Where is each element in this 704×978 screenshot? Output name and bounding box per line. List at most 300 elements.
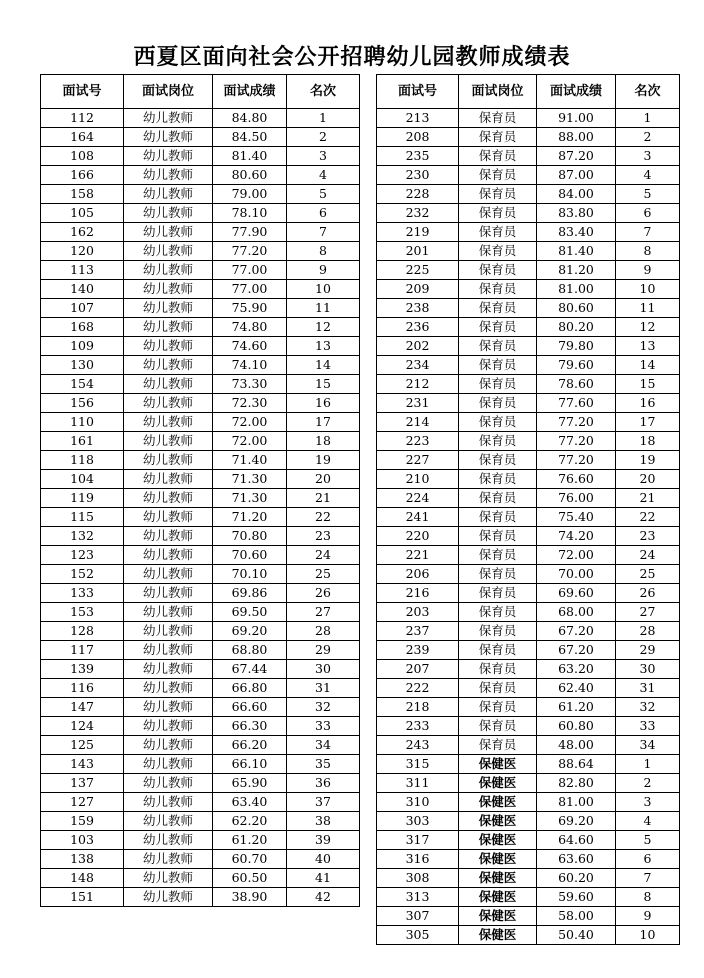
cell-position: 幼儿教师	[124, 736, 213, 755]
cell-score: 80.60	[213, 166, 287, 185]
cell-score: 68.80	[213, 641, 287, 660]
cell-position: 幼儿教师	[124, 375, 213, 394]
cell-position: 幼儿教师	[124, 356, 213, 375]
cell-rank: 19	[287, 451, 360, 470]
cell-position: 幼儿教师	[124, 413, 213, 432]
cell-score: 68.00	[537, 603, 616, 622]
cell-score: 84.00	[537, 185, 616, 204]
cell-score: 81.40	[213, 147, 287, 166]
cell-rank: 30	[616, 660, 680, 679]
cell-rank: 24	[287, 546, 360, 565]
cell-position: 幼儿教师	[124, 261, 213, 280]
cell-score: 71.30	[213, 489, 287, 508]
cell-rank: 26	[616, 584, 680, 603]
cell-position: 保育员	[459, 679, 537, 698]
cell-score: 64.60	[537, 831, 616, 850]
cell-position: 幼儿教师	[124, 280, 213, 299]
cell-interview-id: 237	[377, 622, 459, 641]
cell-score: 66.60	[213, 698, 287, 717]
cell-score: 63.20	[537, 660, 616, 679]
cell-position: 保健医	[459, 850, 537, 869]
cell-rank: 9	[616, 261, 680, 280]
cell-position: 幼儿教师	[124, 109, 213, 128]
cell-rank: 13	[616, 337, 680, 356]
cell-position: 幼儿教师	[124, 147, 213, 166]
cell-score: 67.20	[537, 622, 616, 641]
cell-position: 保育员	[459, 470, 537, 489]
cell-rank: 8	[616, 242, 680, 261]
cell-interview-id: 108	[41, 147, 124, 166]
cell-rank: 5	[287, 185, 360, 204]
cell-position: 幼儿教师	[124, 394, 213, 413]
cell-rank: 24	[616, 546, 680, 565]
table-row	[41, 166, 360, 185]
table-row	[41, 584, 360, 603]
table-row	[41, 793, 360, 812]
cell-position: 幼儿教师	[124, 128, 213, 147]
cell-score: 76.60	[537, 470, 616, 489]
cell-interview-id: 128	[41, 622, 124, 641]
cell-position: 保健医	[459, 793, 537, 812]
table-row	[377, 470, 680, 489]
cell-position: 幼儿教师	[124, 622, 213, 641]
cell-interview-id: 316	[377, 850, 459, 869]
table-row	[41, 451, 360, 470]
cell-interview-id: 154	[41, 375, 124, 394]
table-row	[41, 603, 360, 622]
table-row	[377, 204, 680, 223]
table-row	[377, 717, 680, 736]
cell-position: 保育员	[459, 280, 537, 299]
table-row	[377, 413, 680, 432]
cell-interview-id: 233	[377, 717, 459, 736]
cell-rank: 17	[287, 413, 360, 432]
cell-position: 保育员	[459, 413, 537, 432]
cell-score: 69.20	[213, 622, 287, 641]
cell-interview-id: 147	[41, 698, 124, 717]
cell-rank: 16	[287, 394, 360, 413]
cell-rank: 17	[616, 413, 680, 432]
cell-interview-id: 223	[377, 432, 459, 451]
cell-score: 74.80	[213, 318, 287, 337]
table-row	[41, 375, 360, 394]
cell-rank: 29	[616, 641, 680, 660]
table-row	[377, 926, 680, 945]
cell-interview-id: 317	[377, 831, 459, 850]
table-row	[41, 242, 360, 261]
cell-interview-id: 225	[377, 261, 459, 280]
cell-interview-id: 232	[377, 204, 459, 223]
cell-rank: 3	[287, 147, 360, 166]
cell-score: 74.60	[213, 337, 287, 356]
cell-position: 幼儿教师	[124, 793, 213, 812]
cell-position: 幼儿教师	[124, 337, 213, 356]
header-row	[41, 75, 360, 109]
cell-position: 保育员	[459, 641, 537, 660]
cell-score: 70.80	[213, 527, 287, 546]
table-row	[377, 394, 680, 413]
cell-position: 保健医	[459, 755, 537, 774]
cell-position: 保育员	[459, 261, 537, 280]
cell-position: 幼儿教师	[124, 166, 213, 185]
cell-rank: 21	[287, 489, 360, 508]
cell-score: 58.00	[537, 907, 616, 926]
table-row	[41, 432, 360, 451]
table-row	[377, 508, 680, 527]
cell-position: 幼儿教师	[124, 470, 213, 489]
cell-rank: 1	[616, 109, 680, 128]
score-table-left	[40, 74, 360, 907]
table-row	[377, 907, 680, 926]
table-row	[377, 622, 680, 641]
cell-score: 72.00	[537, 546, 616, 565]
cell-position: 幼儿教师	[124, 869, 213, 888]
cell-interview-id: 109	[41, 337, 124, 356]
cell-score: 61.20	[213, 831, 287, 850]
cell-rank: 21	[616, 489, 680, 508]
cell-interview-id: 227	[377, 451, 459, 470]
cell-position: 保育员	[459, 242, 537, 261]
cell-rank: 14	[616, 356, 680, 375]
col-header-score: 面试成绩	[537, 75, 616, 109]
cell-position: 幼儿教师	[124, 698, 213, 717]
cell-score: 65.90	[213, 774, 287, 793]
col-header-position: 面试岗位	[124, 75, 213, 109]
table-row	[377, 109, 680, 128]
cell-position: 幼儿教师	[124, 318, 213, 337]
cell-rank: 34	[287, 736, 360, 755]
cell-position: 幼儿教师	[124, 223, 213, 242]
cell-score: 71.20	[213, 508, 287, 527]
cell-interview-id: 310	[377, 793, 459, 812]
cell-score: 80.60	[537, 299, 616, 318]
cell-rank: 31	[287, 679, 360, 698]
cell-position: 幼儿教师	[124, 185, 213, 204]
cell-interview-id: 116	[41, 679, 124, 698]
cell-interview-id: 239	[377, 641, 459, 660]
cell-rank: 19	[616, 451, 680, 470]
cell-position: 保育员	[459, 337, 537, 356]
cell-rank: 22	[616, 508, 680, 527]
cell-position: 幼儿教师	[124, 755, 213, 774]
cell-rank: 34	[616, 736, 680, 755]
cell-position: 幼儿教师	[124, 660, 213, 679]
table-row	[41, 679, 360, 698]
cell-interview-id: 110	[41, 413, 124, 432]
cell-rank: 13	[287, 337, 360, 356]
table-row	[41, 413, 360, 432]
cell-rank: 15	[287, 375, 360, 394]
table-row	[41, 508, 360, 527]
table-row	[377, 451, 680, 470]
table-row	[41, 489, 360, 508]
cell-interview-id: 222	[377, 679, 459, 698]
cell-position: 幼儿教师	[124, 299, 213, 318]
cell-interview-id: 118	[41, 451, 124, 470]
table-row	[41, 755, 360, 774]
cell-score: 71.30	[213, 470, 287, 489]
cell-interview-id: 166	[41, 166, 124, 185]
cell-interview-id: 231	[377, 394, 459, 413]
cell-interview-id: 228	[377, 185, 459, 204]
col-header-position: 面试岗位	[459, 75, 537, 109]
table-row	[377, 869, 680, 888]
table-row	[41, 774, 360, 793]
cell-score: 88.64	[537, 755, 616, 774]
cell-interview-id: 115	[41, 508, 124, 527]
cell-interview-id: 212	[377, 375, 459, 394]
table-row	[377, 128, 680, 147]
table-row	[377, 223, 680, 242]
cell-interview-id: 203	[377, 603, 459, 622]
cell-rank: 8	[616, 888, 680, 907]
cell-score: 60.80	[537, 717, 616, 736]
cell-position: 幼儿教师	[124, 527, 213, 546]
table-row	[377, 337, 680, 356]
cell-rank: 6	[616, 850, 680, 869]
cell-rank: 32	[287, 698, 360, 717]
cell-position: 保育员	[459, 527, 537, 546]
col-header-rank: 名次	[287, 75, 360, 109]
cell-score: 59.60	[537, 888, 616, 907]
cell-interview-id: 113	[41, 261, 124, 280]
cell-interview-id: 164	[41, 128, 124, 147]
cell-rank: 10	[616, 926, 680, 945]
cell-interview-id: 138	[41, 850, 124, 869]
table-row	[41, 204, 360, 223]
cell-score: 77.90	[213, 223, 287, 242]
table-row	[41, 888, 360, 907]
cell-interview-id: 219	[377, 223, 459, 242]
cell-position: 保育员	[459, 717, 537, 736]
cell-score: 77.20	[537, 451, 616, 470]
table-row	[377, 166, 680, 185]
cell-position: 幼儿教师	[124, 565, 213, 584]
cell-rank: 42	[287, 888, 360, 907]
cell-rank: 27	[616, 603, 680, 622]
table-row	[377, 527, 680, 546]
cell-position: 幼儿教师	[124, 679, 213, 698]
cell-interview-id: 130	[41, 356, 124, 375]
cell-interview-id: 315	[377, 755, 459, 774]
cell-rank: 39	[287, 831, 360, 850]
cell-interview-id: 124	[41, 717, 124, 736]
cell-score: 83.40	[537, 223, 616, 242]
cell-score: 77.20	[537, 432, 616, 451]
table-row	[377, 242, 680, 261]
cell-interview-id: 107	[41, 299, 124, 318]
cell-interview-id: 123	[41, 546, 124, 565]
cell-interview-id: 235	[377, 147, 459, 166]
table-row	[377, 850, 680, 869]
cell-rank: 25	[287, 565, 360, 584]
table-row	[41, 223, 360, 242]
table-row	[377, 641, 680, 660]
cell-interview-id: 140	[41, 280, 124, 299]
cell-interview-id: 214	[377, 413, 459, 432]
cell-interview-id: 153	[41, 603, 124, 622]
cell-position: 保育员	[459, 565, 537, 584]
cell-rank: 6	[616, 204, 680, 223]
cell-interview-id: 168	[41, 318, 124, 337]
cell-rank: 32	[616, 698, 680, 717]
table-row	[377, 280, 680, 299]
cell-position: 保育员	[459, 622, 537, 641]
table-row	[377, 565, 680, 584]
cell-position: 保育员	[459, 299, 537, 318]
cell-rank: 12	[616, 318, 680, 337]
cell-rank: 36	[287, 774, 360, 793]
cell-position: 幼儿教师	[124, 603, 213, 622]
table-row	[41, 812, 360, 831]
cell-position: 保育员	[459, 489, 537, 508]
cell-rank: 18	[616, 432, 680, 451]
cell-position: 幼儿教师	[124, 489, 213, 508]
cell-position: 幼儿教师	[124, 717, 213, 736]
table-row	[377, 185, 680, 204]
cell-rank: 1	[287, 109, 360, 128]
cell-rank: 23	[616, 527, 680, 546]
cell-position: 保育员	[459, 375, 537, 394]
cell-interview-id: 234	[377, 356, 459, 375]
cell-interview-id: 159	[41, 812, 124, 831]
cell-score: 77.60	[537, 394, 616, 413]
cell-interview-id: 213	[377, 109, 459, 128]
cell-rank: 16	[616, 394, 680, 413]
cell-rank: 29	[287, 641, 360, 660]
cell-rank: 3	[616, 793, 680, 812]
cell-position: 幼儿教师	[124, 888, 213, 907]
table-row	[41, 565, 360, 584]
cell-rank: 7	[616, 223, 680, 242]
cell-position: 保育员	[459, 603, 537, 622]
table-row	[377, 432, 680, 451]
cell-interview-id: 220	[377, 527, 459, 546]
cell-score: 77.20	[213, 242, 287, 261]
cell-position: 保育员	[459, 546, 537, 565]
cell-score: 66.20	[213, 736, 287, 755]
cell-score: 84.80	[213, 109, 287, 128]
cell-score: 80.20	[537, 318, 616, 337]
cell-position: 保育员	[459, 584, 537, 603]
table-row	[377, 147, 680, 166]
cell-position: 保育员	[459, 698, 537, 717]
cell-position: 幼儿教师	[124, 451, 213, 470]
table-row	[377, 375, 680, 394]
cell-rank: 23	[287, 527, 360, 546]
cell-score: 62.20	[213, 812, 287, 831]
cell-score: 66.10	[213, 755, 287, 774]
cell-rank: 38	[287, 812, 360, 831]
cell-score: 61.20	[537, 698, 616, 717]
cell-rank: 28	[616, 622, 680, 641]
table-row	[377, 812, 680, 831]
table-row	[41, 698, 360, 717]
cell-score: 76.00	[537, 489, 616, 508]
cell-score: 60.70	[213, 850, 287, 869]
table-row	[41, 850, 360, 869]
cell-score: 70.00	[537, 565, 616, 584]
cell-score: 63.40	[213, 793, 287, 812]
header-row	[377, 75, 680, 109]
table-row	[41, 318, 360, 337]
score-table-right	[376, 74, 680, 945]
table-row	[377, 736, 680, 755]
cell-position: 保育员	[459, 451, 537, 470]
table-row	[377, 774, 680, 793]
cell-interview-id: 151	[41, 888, 124, 907]
cell-position: 幼儿教师	[124, 204, 213, 223]
cell-interview-id: 241	[377, 508, 459, 527]
cell-score: 72.30	[213, 394, 287, 413]
cell-interview-id: 137	[41, 774, 124, 793]
cell-interview-id: 125	[41, 736, 124, 755]
cell-score: 75.90	[213, 299, 287, 318]
table-row	[377, 888, 680, 907]
cell-rank: 35	[287, 755, 360, 774]
cell-interview-id: 311	[377, 774, 459, 793]
cell-interview-id: 236	[377, 318, 459, 337]
cell-rank: 20	[616, 470, 680, 489]
cell-position: 幼儿教师	[124, 432, 213, 451]
cell-interview-id: 133	[41, 584, 124, 603]
table-row	[41, 831, 360, 850]
cell-position: 保健医	[459, 907, 537, 926]
cell-rank: 7	[616, 869, 680, 888]
cell-interview-id: 161	[41, 432, 124, 451]
cell-rank: 33	[616, 717, 680, 736]
cell-interview-id: 117	[41, 641, 124, 660]
cell-score: 67.20	[537, 641, 616, 660]
cell-score: 82.80	[537, 774, 616, 793]
cell-rank: 31	[616, 679, 680, 698]
cell-interview-id: 152	[41, 565, 124, 584]
cell-interview-id: 238	[377, 299, 459, 318]
cell-position: 保健医	[459, 774, 537, 793]
cell-position: 保育员	[459, 128, 537, 147]
cell-score: 75.40	[537, 508, 616, 527]
table-row	[41, 869, 360, 888]
cell-rank: 4	[287, 166, 360, 185]
table-row	[41, 261, 360, 280]
cell-interview-id: 206	[377, 565, 459, 584]
cell-score: 66.30	[213, 717, 287, 736]
cell-position: 保健医	[459, 888, 537, 907]
table-row	[41, 660, 360, 679]
cell-position: 幼儿教师	[124, 584, 213, 603]
cell-interview-id: 224	[377, 489, 459, 508]
cell-score: 70.60	[213, 546, 287, 565]
cell-position: 保育员	[459, 318, 537, 337]
table-row	[41, 717, 360, 736]
table-row	[41, 185, 360, 204]
cell-score: 87.20	[537, 147, 616, 166]
table-row	[377, 356, 680, 375]
cell-score: 81.20	[537, 261, 616, 280]
cell-interview-id: 230	[377, 166, 459, 185]
cell-interview-id: 303	[377, 812, 459, 831]
cell-interview-id: 104	[41, 470, 124, 489]
cell-position: 保健医	[459, 926, 537, 945]
cell-interview-id: 143	[41, 755, 124, 774]
cell-score: 81.00	[537, 793, 616, 812]
cell-position: 保育员	[459, 147, 537, 166]
cell-rank: 25	[616, 565, 680, 584]
cell-rank: 26	[287, 584, 360, 603]
cell-rank: 9	[616, 907, 680, 926]
table-row	[41, 147, 360, 166]
cell-position: 幼儿教师	[124, 242, 213, 261]
